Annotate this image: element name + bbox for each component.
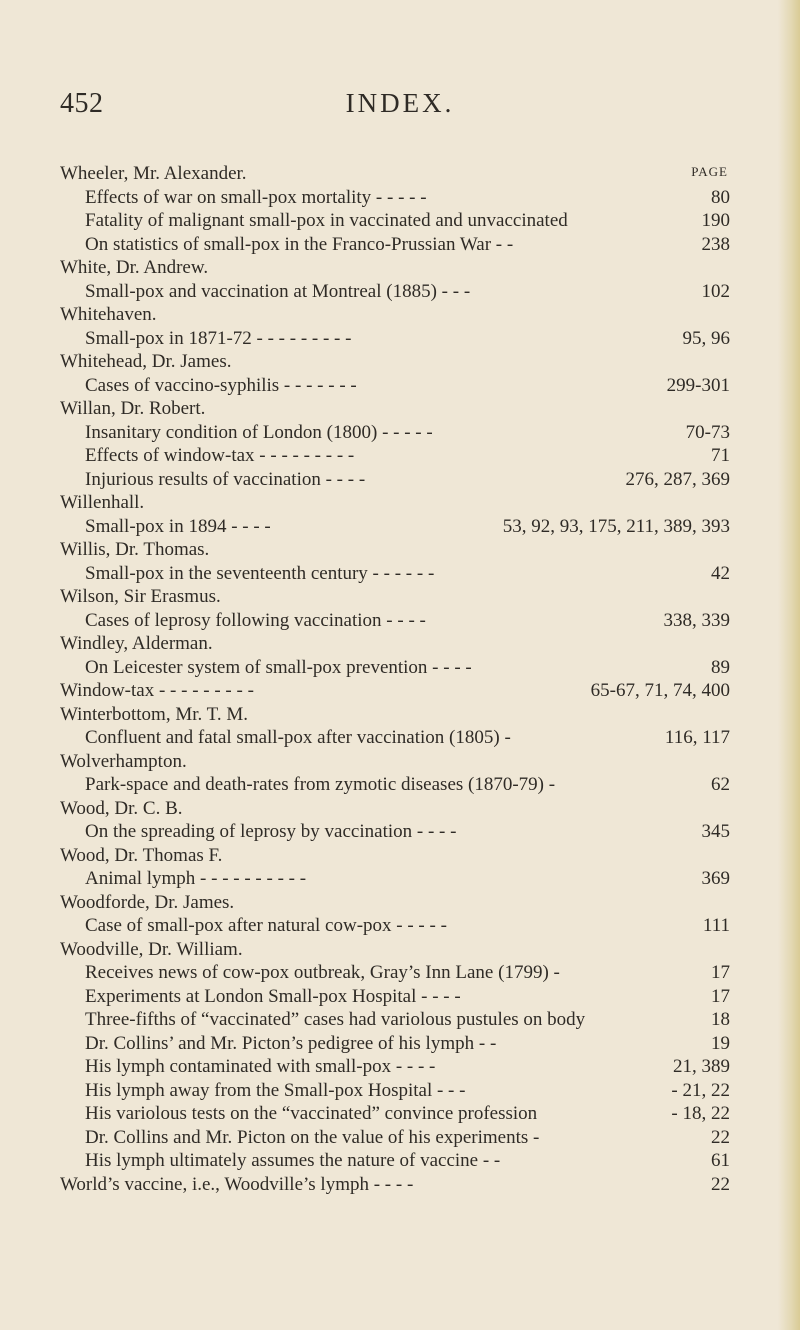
sub-entry-page-refs: 18 xyxy=(711,1009,730,1030)
entry-page-refs: 65-67, 71, 74, 400 xyxy=(590,680,730,701)
sub-entry-text: On the spreading of leprosy by vaccination - - - - xyxy=(85,821,457,842)
entry-heading: Woodville, Dr. William. xyxy=(60,938,243,960)
sub-entry xyxy=(60,773,730,797)
sub-entry-page-refs: 102 xyxy=(701,280,730,302)
sub-entry-page-refs: 345 xyxy=(701,821,730,842)
sub-entry xyxy=(60,209,730,233)
sub-entry-text: Small-pox in 1871-72 - - - - - - - - - xyxy=(85,327,352,349)
sub-entry xyxy=(60,820,730,844)
sub-entry-page-refs: 62 xyxy=(711,774,730,795)
sub-entry-text: Case of small-pox after natural cow-pox - - - - - xyxy=(85,915,447,936)
entry-heading: Wolverhampton. xyxy=(60,750,187,772)
entry-heading: Wood, Dr. C. B. xyxy=(60,797,183,819)
sub-entry xyxy=(60,1126,730,1150)
sub-entry xyxy=(60,421,730,445)
sub-entry xyxy=(60,280,730,304)
entry-heading: Windley, Alderman. xyxy=(60,633,213,654)
sub-entry xyxy=(60,985,730,1009)
sub-entry xyxy=(60,914,730,938)
running-title: INDEX. xyxy=(345,88,455,118)
sub-entry-text: Dr. Collins and Mr. Picton on the value of his experiments - xyxy=(85,1126,540,1148)
sub-entry-page-refs: 89 xyxy=(711,656,730,678)
sub-entry-text: Animal lymph - - - - - - - - - - xyxy=(85,868,307,889)
sub-entry xyxy=(60,609,730,633)
page-number: 452 xyxy=(60,88,104,119)
sub-entry-text: His lymph away from the Small-pox Hospital - - - xyxy=(85,1079,466,1101)
sub-entry-text: His variolous tests on the “vaccinated” convince profession xyxy=(85,1103,538,1124)
sub-entry-page-refs: 17 xyxy=(711,962,730,983)
sub-entry-page-refs: 95, 96 xyxy=(682,327,730,349)
sub-entry-page-refs: 190 xyxy=(701,210,730,231)
sub-entry xyxy=(60,444,730,468)
sub-entry-page-refs: - 21, 22 xyxy=(671,1079,730,1101)
sub-entry-page-refs: 53, 92, 93, 175, 211, 389, 393 xyxy=(502,515,730,537)
sub-entry-text: Small-pox and vaccination at Montreal (1885) - - - xyxy=(85,280,471,302)
sub-entry-page-refs: 238 xyxy=(701,233,730,255)
sub-entry-page-refs: 19 xyxy=(711,1032,730,1054)
sub-entry-page-refs: - 18, 22 xyxy=(671,1103,730,1124)
sub-entry-page-refs: 17 xyxy=(711,985,730,1007)
sub-entry-page-refs: 22 xyxy=(711,1126,730,1148)
sub-entry-page-refs: 116, 117 xyxy=(664,727,730,748)
sub-entry xyxy=(60,656,730,680)
sub-entry xyxy=(60,186,730,210)
entry-heading: Whitehead, Dr. James. xyxy=(60,351,232,372)
sub-entry-page-refs: 21, 389 xyxy=(673,1056,730,1077)
sub-entry-text: Dr. Collins’ and Mr. Picton’s pedigree of his lymph - - xyxy=(85,1032,497,1054)
sub-entry-page-refs: 80 xyxy=(711,186,730,208)
entry-page-refs: 22 xyxy=(711,1173,730,1195)
sub-entry-text: Park-space and death-rates from zymotic diseases (1870-79) - xyxy=(85,774,556,795)
entry-heading: Wood, Dr. Thomas F. xyxy=(60,844,223,866)
sub-entry xyxy=(60,515,730,539)
sub-entry xyxy=(60,1079,730,1103)
entry-heading: World’s vaccine, i.e., Woodville’s lymph - - - - xyxy=(60,1173,414,1195)
sub-entry-page-refs: 369 xyxy=(701,868,730,889)
entry-heading: Winterbottom, Mr. T. M. xyxy=(60,703,248,725)
sub-entry xyxy=(60,562,730,586)
entry-heading: Wilson, Sir Erasmus. xyxy=(60,586,221,607)
sub-entry-page-refs: 338, 339 xyxy=(663,609,730,631)
sub-entry-text: Three-fifths of “vaccinated” cases had variolous pustules on body xyxy=(85,1009,586,1030)
sub-entry xyxy=(60,1032,730,1056)
sub-entry-text: On Leicester system of small-pox prevention - - - - xyxy=(85,656,472,678)
index-entries xyxy=(60,162,730,1196)
sub-entry-page-refs: 70-73 xyxy=(685,421,730,443)
entry-heading: Willis, Dr. Thomas. xyxy=(60,539,210,560)
sub-entry-text: On statistics of small-pox in the Franco-Prussian War - - xyxy=(85,233,514,255)
sub-entry-text: Effects of window-tax - - - - - - - - - xyxy=(85,445,355,466)
sub-entry-text: Small-pox in 1894 - - - - xyxy=(85,515,271,537)
sub-entry xyxy=(60,1055,730,1079)
page-edge-shading xyxy=(778,0,800,1330)
entry-heading: Willan, Dr. Robert. xyxy=(60,398,206,419)
sub-entry-page-refs: 276, 287, 369 xyxy=(625,468,730,490)
sub-entry xyxy=(60,961,730,985)
sub-entry-text: Cases of leprosy following vaccination - - - - xyxy=(85,609,426,631)
sub-entry xyxy=(60,327,730,351)
sub-entry xyxy=(60,726,730,750)
sub-entry-text: Small-pox in the seventeenth century - - - - - - xyxy=(85,562,435,584)
sub-entry-text: Fatality of malignant small-pox in vaccinated and unvaccinated xyxy=(85,210,568,231)
page-header xyxy=(60,88,740,128)
sub-entry-text: Injurious results of vaccination - - - - xyxy=(85,468,366,490)
entry-heading: White, Dr. Andrew. xyxy=(60,257,209,278)
sub-entry-page-refs: 111 xyxy=(702,915,730,936)
sub-entry-page-refs: 71 xyxy=(711,445,730,466)
index-entry-with-pages xyxy=(60,1173,730,1197)
sub-entry xyxy=(60,867,730,891)
sub-entry-text: His lymph ultimately assumes the nature of vaccine - - xyxy=(85,1150,501,1171)
sub-entry xyxy=(60,233,730,257)
sub-entry-text: Confluent and fatal small-pox after vaccination (1805) - xyxy=(85,727,511,748)
entry-heading: Wheeler, Mr. Alexander. xyxy=(60,163,247,184)
entry-heading: Willenhall. xyxy=(60,492,145,513)
sub-entry-text: Experiments at London Small-pox Hospital - - - - xyxy=(85,985,461,1007)
sub-entry-text: Cases of vaccino-syphilis - - - - - - - xyxy=(85,374,357,396)
sub-entry xyxy=(60,1149,730,1173)
sub-entry-page-refs: 42 xyxy=(711,562,730,584)
sub-entry xyxy=(60,374,730,398)
page-column-label: PAGE xyxy=(691,164,728,179)
entry-heading: Window-tax - - - - - - - - - xyxy=(60,680,254,701)
sub-entry xyxy=(60,468,730,492)
entry-heading: Whitehaven. xyxy=(60,304,157,325)
sub-entry-page-refs: 299-301 xyxy=(666,374,730,396)
sub-entry-text: Receives news of cow-pox outbreak, Gray’s Inn Lane (1799) - xyxy=(85,962,560,983)
sub-entry xyxy=(60,1008,730,1032)
sub-entry xyxy=(60,1102,730,1126)
sub-entry-text: Insanitary condition of London (1800) - - - - - xyxy=(85,421,433,443)
sub-entry-text: His lymph contaminated with small-pox - - - - xyxy=(85,1056,436,1077)
sub-entry-text: Effects of war on small-pox mortality - - - - - xyxy=(85,186,427,208)
index-entry-with-pages xyxy=(60,679,730,703)
entry-heading: Woodforde, Dr. James. xyxy=(60,891,235,913)
sub-entry-page-refs: 61 xyxy=(711,1150,730,1171)
